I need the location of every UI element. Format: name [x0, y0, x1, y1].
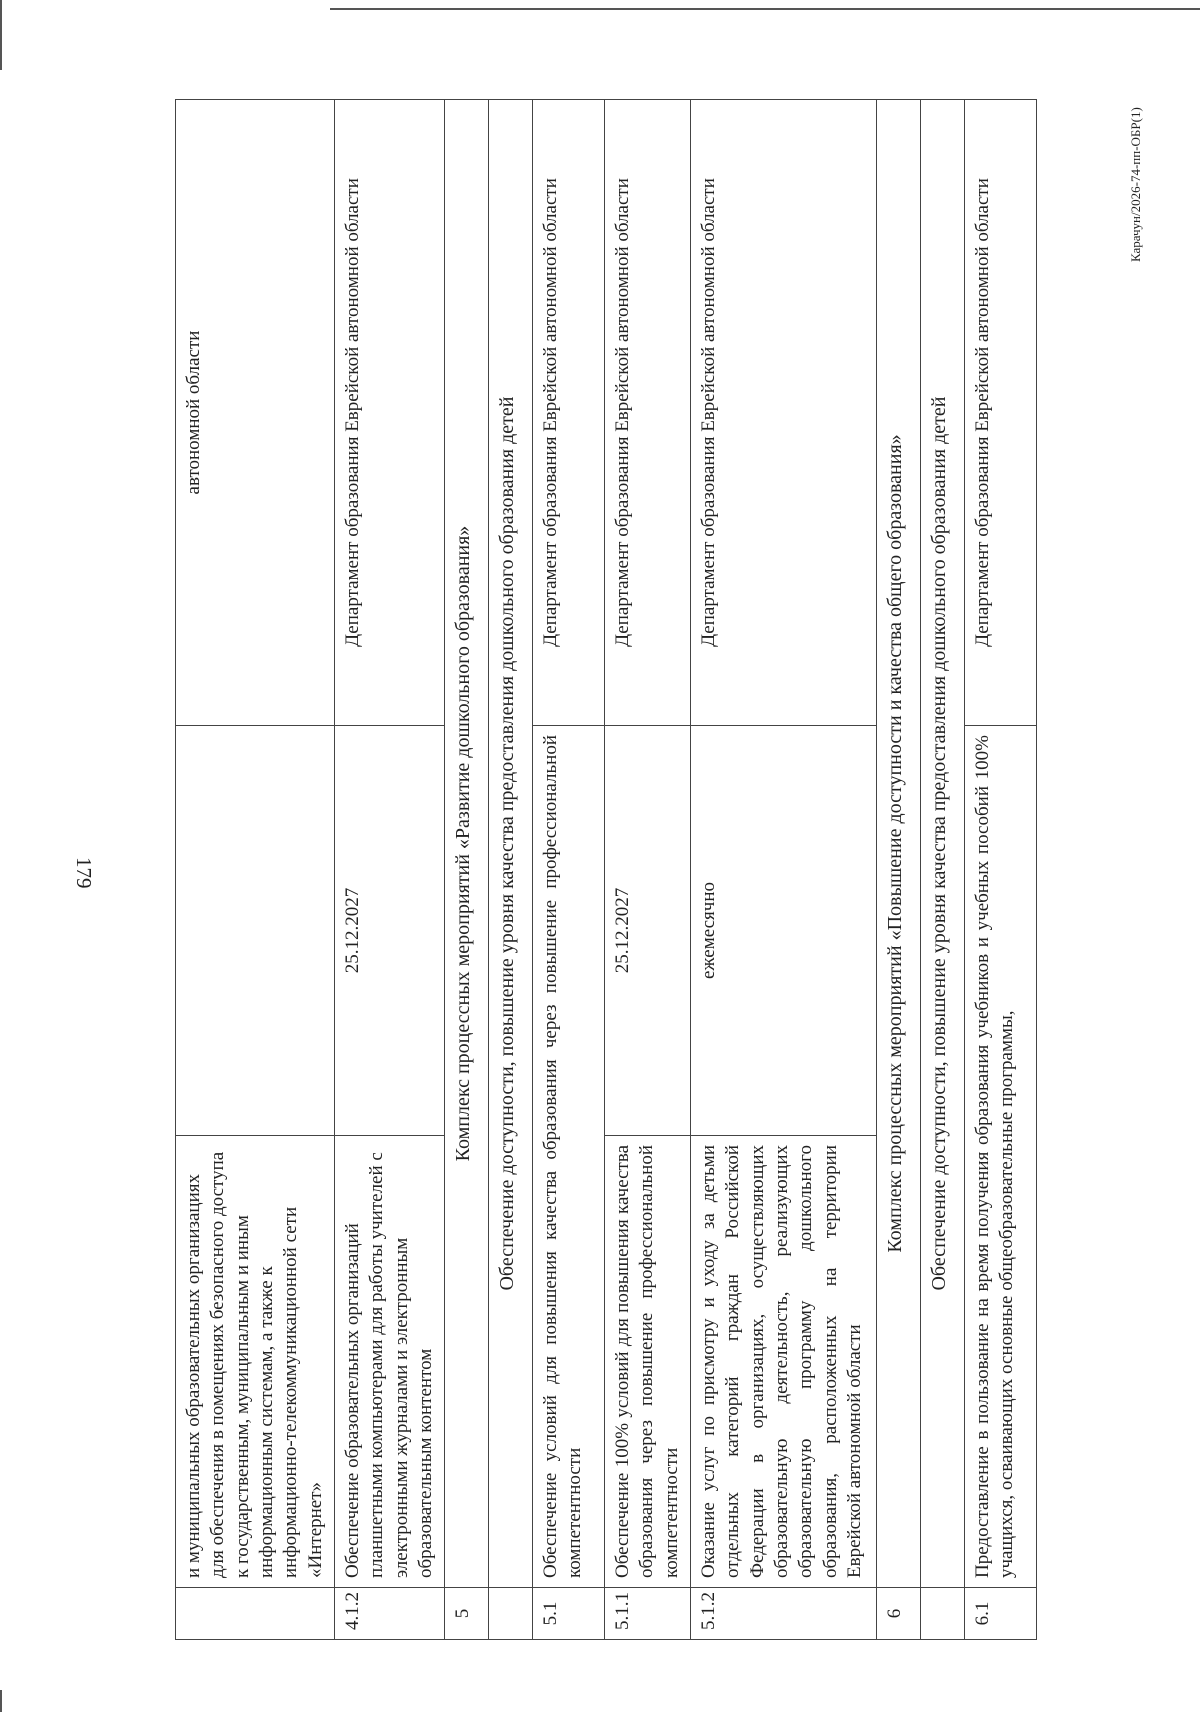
- task-title: Обеспечение доступности, повышение уровня качества предоставления дошкольного образования детей: [489, 100, 533, 1588]
- responsible-cell: Департамент образования Еврейской автономной области: [334, 100, 444, 726]
- section-title: Комплекс процессных мероприятий «Повышение доступности и качества общего образования»: [877, 100, 921, 1588]
- measure-text: Обеспечение 100% условий для повышения качества образования через повышение профессиональной компетентности: [605, 1136, 691, 1588]
- table-row: [533, 100, 605, 1640]
- responsible-cell: Департамент образования Еврейской автономной области: [533, 100, 605, 726]
- scan-edge-left-mark: [0, 0, 2, 70]
- task-row: [921, 100, 965, 1640]
- table-row: [334, 100, 444, 1640]
- measure-text: Оказание услуг по присмотру и уходу за детьми отдельных категорий граждан Российской Федерации в организациях, осуществляющих образовательную деятельность, реализующих образовательную программу дошкольного образования, расположенных на территории Еврейской автономной области: [691, 1136, 877, 1588]
- row-number: [489, 1588, 533, 1640]
- responsible-cell: Департамент образования Еврейской автономной области: [965, 100, 1037, 726]
- row-number: 5.1: [533, 1588, 605, 1640]
- footer-document-code: Карачун/2026-74-пп-ОБР(1): [1128, 107, 1143, 262]
- section-row: [877, 100, 921, 1640]
- responsible-cell: Департамент образования Еврейской автономной области: [605, 100, 691, 726]
- measure-text: и муниципальных образовательных организациях для обеспечения в помещениях безопасного доступа к государственным, муниципальным и иным информационным системам, а также к информационно-телекоммуникационной сети «Интернет»: [176, 1136, 335, 1588]
- deadline-cell: 25.12.2027: [605, 726, 691, 1136]
- section-title: Комплекс процессных мероприятий «Развитие дошкольного образования»: [445, 100, 489, 1588]
- page-number: 179: [72, 857, 96, 889]
- table-row: [176, 100, 335, 1640]
- table-row: [965, 100, 1037, 1640]
- task-title: Обеспечение доступности, повышение уровня качества предоставления дошкольного образования детей: [921, 100, 965, 1588]
- section-number: 5: [445, 1588, 489, 1640]
- row-number: 6.1: [965, 1588, 1037, 1640]
- measure-text: Предоставление в пользование на время получения образования учебников и учебных пособий 100% учащихся, осваивающих основные общеобразовательные программы,: [965, 726, 1037, 1588]
- scan-edge-left-mark: [0, 1690, 2, 1712]
- task-row: [489, 100, 533, 1640]
- section-number: 6: [877, 1588, 921, 1640]
- measures-table: [175, 99, 1037, 1640]
- row-number: 5.1.1: [605, 1588, 691, 1640]
- row-number: 4.1.2: [334, 1588, 444, 1640]
- table-row: [605, 100, 691, 1640]
- table-row: [691, 100, 877, 1640]
- row-number: 5.1.2: [691, 1588, 877, 1640]
- deadline-cell: 25.12.2027: [334, 726, 444, 1136]
- responsible-cell: Департамент образования Еврейской автономной области: [691, 100, 877, 726]
- responsible-cell: автономной области: [176, 100, 335, 726]
- section-row: [445, 100, 489, 1640]
- measure-text: Обеспечение образовательных организаций планшетными компьютерами для работы учителей с электронными журналами и электронным образовательным контентом: [334, 1136, 444, 1588]
- row-number: [921, 1588, 965, 1640]
- row-number: [176, 1588, 335, 1640]
- measures-table-rotated: [175, 100, 1030, 1640]
- deadline-cell: [176, 726, 335, 1136]
- scan-edge-top-line: [330, 8, 1200, 10]
- deadline-cell: ежемесячно: [691, 726, 877, 1136]
- measure-text: Обеспечение условий для повышения качества образования через повышение профессиональной компетентности: [533, 726, 605, 1588]
